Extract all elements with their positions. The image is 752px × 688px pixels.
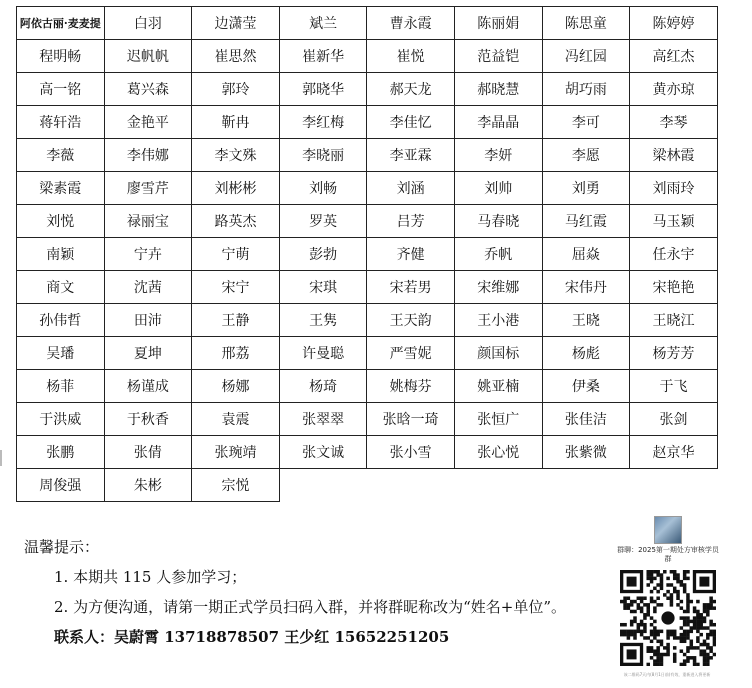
- table-row: [17, 436, 718, 469]
- name-cell: 李文殊: [192, 139, 280, 172]
- name-cell: 宋维娜: [454, 271, 542, 304]
- qr-card: [614, 514, 722, 684]
- name-cell: 杨琦: [279, 370, 367, 403]
- name-cell: 王晓: [542, 304, 630, 337]
- name-cell: 路英杰: [192, 205, 280, 238]
- name-cell: 许曼聪: [279, 337, 367, 370]
- name-cell: 宁卉: [104, 238, 192, 271]
- name-cell: 齐健: [367, 238, 455, 271]
- name-cell: 于飞: [630, 370, 718, 403]
- notes-title: 温馨提示：: [24, 538, 100, 556]
- name-cell: 宋若男: [367, 271, 455, 304]
- name-cell: 宋琪: [279, 271, 367, 304]
- margin-mark: [0, 450, 2, 466]
- name-cell: 金艳平: [104, 106, 192, 139]
- name-cell: 颜国标: [454, 337, 542, 370]
- name-cell: 王小港: [454, 304, 542, 337]
- name-cell: 张倩: [104, 436, 192, 469]
- name-cell: 罗英: [279, 205, 367, 238]
- name-cell: 张小雪: [367, 436, 455, 469]
- name-cell: 郭玲: [192, 73, 280, 106]
- name-cell: 屈焱: [542, 238, 630, 271]
- name-cell: 边潇莹: [192, 7, 280, 40]
- name-cell: 李晓丽: [279, 139, 367, 172]
- name-cell: 程明畅: [17, 40, 105, 73]
- qr-code-icon: [620, 570, 716, 666]
- name-cell: 彭勃: [279, 238, 367, 271]
- name-cell: 朱彬: [104, 469, 192, 502]
- name-cell: 王静: [192, 304, 280, 337]
- name-cell: 曹永霞: [367, 7, 455, 40]
- empty-cell: [367, 469, 455, 502]
- table-row: [17, 106, 718, 139]
- name-cell: 吴璠: [17, 337, 105, 370]
- name-cell: 李薇: [17, 139, 105, 172]
- name-cell: 梁林霞: [630, 139, 718, 172]
- name-cell: 王天韵: [367, 304, 455, 337]
- name-cell: 沈茜: [104, 271, 192, 304]
- name-cell: 商文: [17, 271, 105, 304]
- name-cell: 李晶晶: [454, 106, 542, 139]
- table-row: [17, 370, 718, 403]
- name-cell: 袁震: [192, 403, 280, 436]
- name-cell: 乔帆: [454, 238, 542, 271]
- name-cell: 陈思童: [542, 7, 630, 40]
- contact-line: 联系人：吴蔚霄 13718878507 王少红 15652251205: [54, 628, 450, 646]
- name-cell: 张翠翠: [279, 403, 367, 436]
- name-cell: 刘涵: [367, 172, 455, 205]
- name-cell: 郝晓慧: [454, 73, 542, 106]
- name-cell: 姚梅芬: [367, 370, 455, 403]
- name-cell: 李亚霖: [367, 139, 455, 172]
- name-cell: 杨彪: [542, 337, 630, 370]
- name-cell: 宋宁: [192, 271, 280, 304]
- name-cell: 张文诚: [279, 436, 367, 469]
- name-cell: 宁萌: [192, 238, 280, 271]
- name-cell: 靳冉: [192, 106, 280, 139]
- roster-table: [16, 6, 718, 502]
- name-cell: 禄丽宝: [104, 205, 192, 238]
- name-cell: 张佳洁: [542, 403, 630, 436]
- name-cell: 宋伟丹: [542, 271, 630, 304]
- name-cell: 宋艳艳: [630, 271, 718, 304]
- name-cell: 李妍: [454, 139, 542, 172]
- name-cell: 刘勇: [542, 172, 630, 205]
- name-cell: 刘彬彬: [192, 172, 280, 205]
- name-cell: 吕芳: [367, 205, 455, 238]
- name-cell: 张恒广: [454, 403, 542, 436]
- table-row: [17, 73, 718, 106]
- qr-footer: 该二维码7天内(8月1日前)有效，重新进入将更新: [623, 672, 711, 677]
- name-cell: 李琴: [630, 106, 718, 139]
- name-cell: 刘悦: [17, 205, 105, 238]
- table-row: [17, 139, 718, 172]
- name-cell: 迟帆帆: [104, 40, 192, 73]
- name-cell: 高一铭: [17, 73, 105, 106]
- table-row: [17, 205, 718, 238]
- name-cell: 张心悦: [454, 436, 542, 469]
- name-cell: 刘雨玲: [630, 172, 718, 205]
- name-cell: 于秋香: [104, 403, 192, 436]
- notes-line-1: 1. 本期共 115 人参加学习；: [54, 568, 247, 586]
- name-cell: 夏坤: [104, 337, 192, 370]
- name-cell: 郭晓华: [279, 73, 367, 106]
- name-cell: 张剑: [630, 403, 718, 436]
- name-cell: 张琬靖: [192, 436, 280, 469]
- name-cell: 李可: [542, 106, 630, 139]
- name-cell: 陈丽娟: [454, 7, 542, 40]
- name-cell: 高红杰: [630, 40, 718, 73]
- table-row: [17, 304, 718, 337]
- name-cell: 李佳忆: [367, 106, 455, 139]
- table-row: [17, 7, 718, 40]
- name-cell: 马红霞: [542, 205, 630, 238]
- name-cell: 马玉颖: [630, 205, 718, 238]
- name-cell: 斌兰: [279, 7, 367, 40]
- name-cell: 葛兴森: [104, 73, 192, 106]
- name-cell: 王隽: [279, 304, 367, 337]
- name-cell: 李愿: [542, 139, 630, 172]
- name-cell: 张紫微: [542, 436, 630, 469]
- name-cell: 梁素霞: [17, 172, 105, 205]
- empty-cell: [454, 469, 542, 502]
- name-cell: 于洪威: [17, 403, 105, 436]
- name-cell: 李红梅: [279, 106, 367, 139]
- name-cell: 邢荔: [192, 337, 280, 370]
- name-cell: 白羽: [104, 7, 192, 40]
- table-row: [17, 238, 718, 271]
- name-cell: 田沛: [104, 304, 192, 337]
- name-cell: 南颖: [17, 238, 105, 271]
- name-cell: 张晗一琦: [367, 403, 455, 436]
- name-cell: 伊桑: [542, 370, 630, 403]
- name-cell: 杨谨成: [104, 370, 192, 403]
- name-cell: 郝天龙: [367, 73, 455, 106]
- name-cell: 杨娜: [192, 370, 280, 403]
- table-row: [17, 337, 718, 370]
- name-cell: 张鹏: [17, 436, 105, 469]
- name-cell: 王晓江: [630, 304, 718, 337]
- name-cell: 崔思然: [192, 40, 280, 73]
- name-cell: 李伟娜: [104, 139, 192, 172]
- table-row: [17, 403, 718, 436]
- group-avatar: [654, 516, 682, 544]
- name-cell: 任永宇: [630, 238, 718, 271]
- name-cell: 杨菲: [17, 370, 105, 403]
- name-cell: 马春晓: [454, 205, 542, 238]
- notes-line-2: 2. 为方便沟通，请第一期正式学员扫码入群，并将群昵称改为“姓名+单位”。: [54, 598, 566, 616]
- name-cell: 赵京华: [630, 436, 718, 469]
- table-row: [17, 469, 718, 502]
- name-cell: 胡巧雨: [542, 73, 630, 106]
- name-cell: 冯红园: [542, 40, 630, 73]
- name-cell: 蒋轩浩: [17, 106, 105, 139]
- empty-cell: [630, 469, 718, 502]
- name-cell: 宗悦: [192, 469, 280, 502]
- table-row: [17, 172, 718, 205]
- name-cell: 崔悦: [367, 40, 455, 73]
- empty-cell: [542, 469, 630, 502]
- table-row: [17, 40, 718, 73]
- name-cell: 范益铠: [454, 40, 542, 73]
- empty-cell: [279, 469, 367, 502]
- name-cell: 杨芳芳: [630, 337, 718, 370]
- name-cell: 周俊强: [17, 469, 105, 502]
- group-name: 群聊：2025第一期处方审核学员群: [617, 546, 719, 563]
- name-cell: 陈婷婷: [630, 7, 718, 40]
- name-cell: 廖雪芹: [104, 172, 192, 205]
- name-cell: 刘畅: [279, 172, 367, 205]
- table-row: [17, 271, 718, 304]
- name-cell: 刘帅: [454, 172, 542, 205]
- name-cell: 崔新华: [279, 40, 367, 73]
- name-cell: 姚亚楠: [454, 370, 542, 403]
- notes-section: [24, 532, 566, 652]
- name-cell: 孙伟哲: [17, 304, 105, 337]
- name-cell: 严雪妮: [367, 337, 455, 370]
- name-cell: 阿依古丽·麦麦提: [17, 7, 105, 40]
- name-cell: 黄亦琼: [630, 73, 718, 106]
